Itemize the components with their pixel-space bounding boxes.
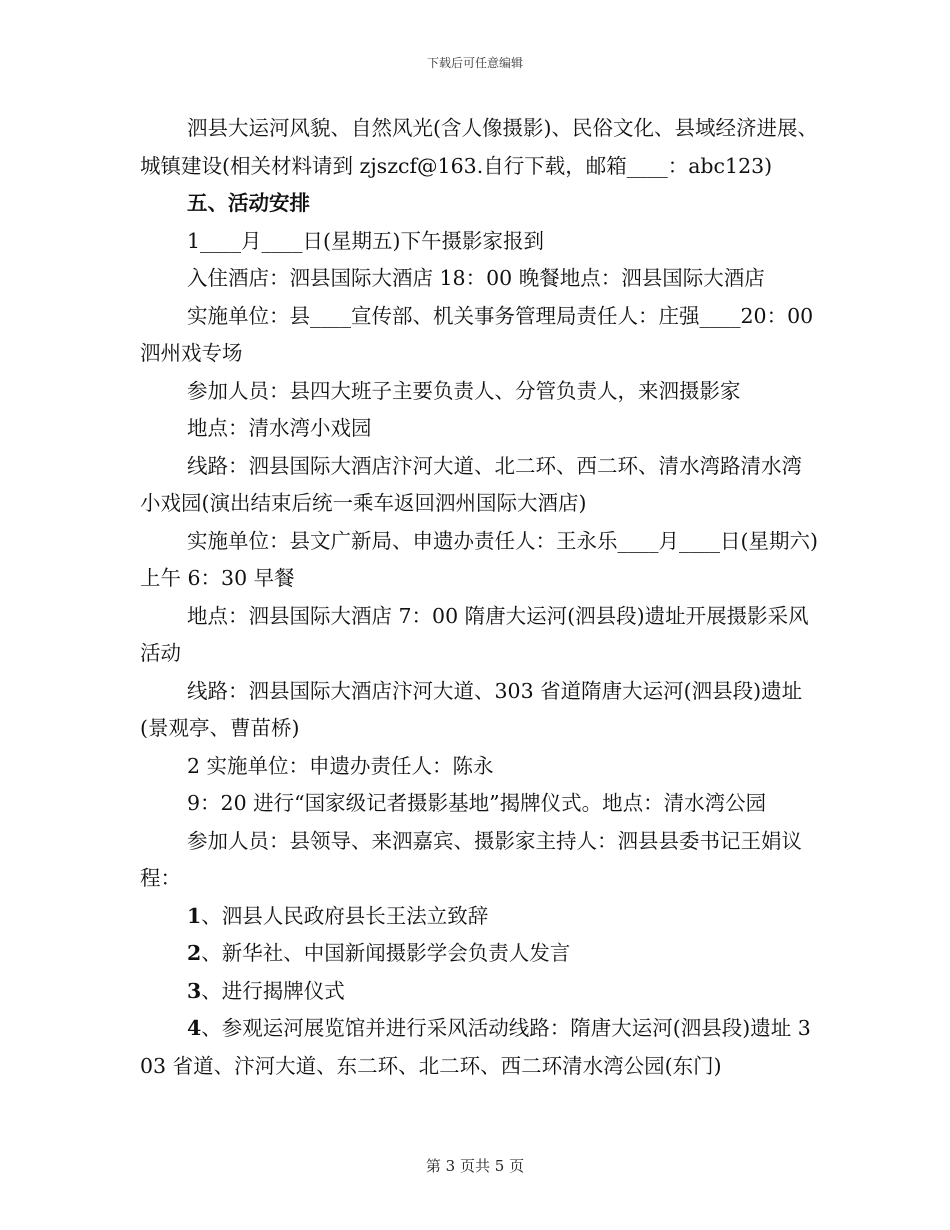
paragraph-ceremony: 9：20 进行“国家级记者摄影基地”揭牌仪式。地点：清水湾公园: [187, 791, 767, 815]
section-heading-activity-schedule: 五、活动安排: [187, 191, 310, 215]
agenda-item-2: [140, 935, 820, 973]
paragraph-unit-1: 实施单位：县____宣传部、机关事务管理局责任人：庄强____20：00 泗州戏专场: [140, 303, 820, 365]
agenda-item-text: 、进行揭牌仪式: [201, 978, 345, 1003]
agenda-item-3: [140, 973, 820, 1011]
agenda-item-number: 4: [187, 1016, 202, 1040]
agenda-item-text: 、参观运河展览馆并进行采风活动线路：隋唐大运河(泗县段)遗址 303 省道、汴河大道、东二环、北二环、西二环清水湾公园(东门): [140, 1016, 811, 1078]
paragraph-participants-1: 参加人员：县四大班子主要负责人、分管负责人，来泗摄影家: [187, 378, 741, 403]
paragraph-location-1: 地点：清水湾小戏园: [187, 416, 372, 440]
document-body: [140, 110, 820, 1085]
agenda-item-number: 1: [187, 903, 202, 928]
agenda-item-text: 、新华社、中国新闻摄影学会负责人发言: [201, 941, 571, 965]
paragraph-unit-2: 实施单位：县文广新局、申遗办责任人：王永乐____月____日(星期六)上午 6：30 早餐: [140, 528, 818, 590]
paragraph-hotel: 入住酒店：泗县国际大酒店 18：00 晚餐地点：泗县国际大酒店: [187, 266, 765, 290]
page-header: 下载后可任意编辑: [426, 56, 523, 70]
agenda-item-text: 、泗县人民政府县长王法立致辞: [201, 903, 489, 928]
agenda-item-1: [140, 898, 820, 936]
page-footer: 第 3 页共 5 页: [425, 1157, 525, 1175]
paragraph-route-2: 线路：泗县国际大酒店汴河大道、303 省道隋唐大运河(泗县段)遗址(景观亭、曹苗桥): [140, 678, 803, 740]
paragraph-participants-2: 参加人员：县领导、来泗嘉宾、摄影家主持人：泗县县委书记王娟议程：: [140, 828, 802, 890]
paragraph-arrival: 1____月____日(星期五)下午摄影家报到: [187, 228, 545, 253]
paragraph-unit-3: 2 实施单位：申遗办责任人：陈永: [187, 753, 494, 778]
agenda-item-number: 2: [187, 941, 202, 965]
agenda-item-4: [140, 1010, 820, 1085]
paragraph-location-2: 地点：泗县国际大酒店 7：00 隋唐大运河(泗县段)遗址开展摄影采风活动: [140, 603, 809, 665]
paragraph-route-1: 线路：泗县国际大酒店汴河大道、北二环、西二环、清水湾路清水湾小戏园(演出结束后统一乘车返回泗州国际大酒店): [140, 453, 802, 515]
agenda-item-number: 3: [187, 978, 202, 1003]
paragraph-theme-content: 泗县大运河风貌、自然风光(含人像摄影)、民俗文化、县域经济进展、城镇建设(相关材料请到 zjszcf@163.自行下载，邮箱____：abc123): [140, 116, 818, 178]
